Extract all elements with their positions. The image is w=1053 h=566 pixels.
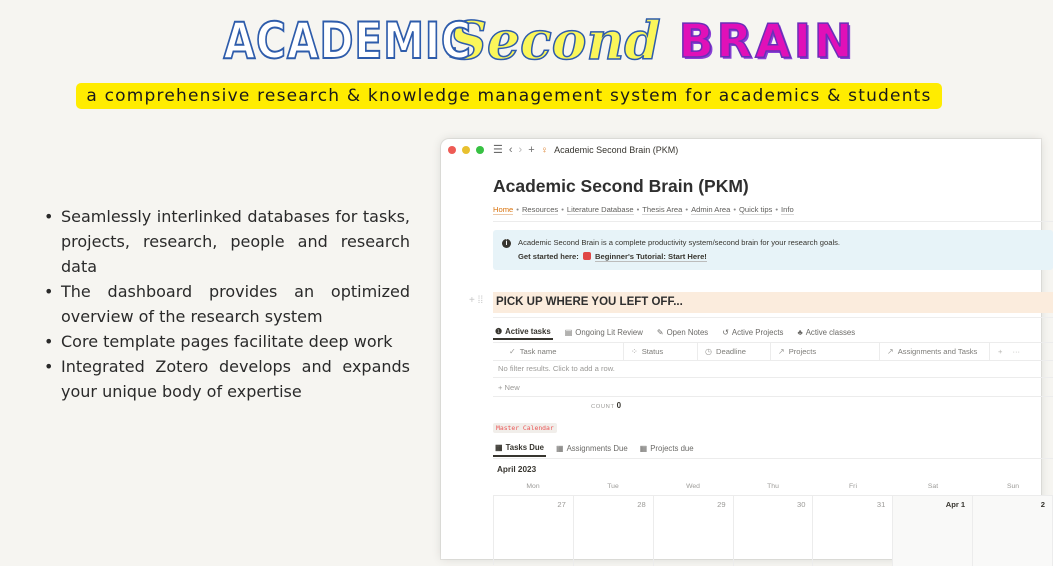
link-literature-database[interactable]: Literature Database	[566, 205, 634, 214]
title-academic: ACADEMIC	[223, 12, 472, 70]
relation-arrow-icon: ↗	[778, 347, 785, 356]
book-icon: ▤	[564, 327, 573, 337]
tab-active-projects[interactable]: ↺ Active Projects	[722, 327, 784, 337]
feature-item: • Core template pages facilitate deep work	[40, 329, 410, 354]
feature-item: • The dashboard provides an optimized overview of the research system	[40, 279, 410, 329]
beginner-tutorial-link[interactable]: Beginner's Tutorial: Start Here!	[595, 252, 707, 261]
add-icon[interactable]: +	[528, 143, 535, 156]
banner-subtitle: a comprehensive research & knowledge management system for academics & students	[76, 83, 942, 109]
divider	[493, 221, 1053, 222]
info-icon: i	[502, 239, 511, 248]
minimize-window-button[interactable]	[462, 146, 470, 154]
more-options-button[interactable]: ···	[1012, 347, 1021, 356]
tutorial-page-icon	[583, 252, 591, 260]
info-callout: i Academic Second Brain is a complete productivity system/second brain for your research goals. Get started here: Beginner's Tutorial: Start Here!	[493, 230, 1053, 270]
title-second: Second	[449, 10, 661, 72]
calendar-icon: ▦	[639, 444, 648, 453]
tab-open-notes[interactable]: ✎ Open Notes	[656, 327, 709, 337]
check-circle-icon: ✓	[509, 347, 516, 356]
column-projects[interactable]: ↗ Projects	[771, 343, 880, 360]
calendar-month: April 2023	[497, 465, 537, 474]
database-view-tabs	[493, 324, 857, 340]
tab-ongoing-lit-review[interactable]: ▤ Ongoing Lit Review	[564, 327, 643, 337]
window-titlebar	[441, 139, 1041, 161]
link-info[interactable]: Info	[781, 205, 794, 214]
calendar-day[interactable]: 29	[654, 496, 734, 566]
tab-active-tasks[interactable]: ❶ Active tasks	[493, 324, 553, 340]
tab-assignments-due[interactable]: ▦ Assignments Due	[556, 444, 628, 453]
forward-icon[interactable]: ›	[518, 143, 523, 156]
title-brain: BRAIN	[678, 14, 856, 68]
section-heading: PICK UP WHERE YOU LEFT OFF...	[493, 292, 1053, 313]
divider	[493, 396, 1053, 397]
link-resources[interactable]: Resources	[521, 205, 559, 214]
back-icon[interactable]: ‹	[508, 143, 513, 156]
column-assignments-and-tasks[interactable]: ↗ Assignments and Tasks	[880, 343, 990, 360]
table-header	[493, 343, 1053, 361]
menu-icon[interactable]: ☰	[493, 143, 503, 156]
calendar-day[interactable]: 28	[574, 496, 654, 566]
page-brain-icon: ♀	[540, 144, 549, 156]
link-thesis-area[interactable]: Thesis Area	[642, 205, 683, 214]
block-drag-handle[interactable]: + ⁞⁞	[469, 295, 484, 306]
feature-list	[40, 204, 410, 404]
calendar-weekdays: Mon Tue Wed Thu Fri Sat Sun	[526, 483, 1020, 490]
relation-arrow-icon: ↗	[887, 347, 894, 356]
calendar-day[interactable]: 30	[734, 496, 814, 566]
close-window-button[interactable]	[448, 146, 456, 154]
calendar-day[interactable]: 27	[494, 496, 574, 566]
calendar-view-tabs	[493, 440, 696, 457]
feature-item: • Integrated Zotero develops and expands your unique body of expertise	[40, 354, 410, 404]
tab-active-classes[interactable]: ♣ Active classes	[797, 327, 856, 337]
column-deadline[interactable]: ◷ Deadline	[698, 343, 771, 360]
banner-title	[0, 6, 1024, 76]
link-quick-tips[interactable]: Quick tips	[739, 205, 773, 214]
column-task-name[interactable]: ✓ Task name	[493, 343, 624, 360]
empty-table-message[interactable]: No filter results. Click to add a row.	[498, 364, 615, 373]
tab-tasks-due[interactable]: ▦ Tasks Due	[493, 440, 546, 457]
row-count[interactable]: COUNT 0	[591, 401, 622, 410]
calendar-day[interactable]: Apr 1	[893, 496, 973, 566]
window-page-name[interactable]: Academic Second Brain (PKM)	[554, 145, 679, 155]
new-row-button[interactable]: + New	[498, 383, 520, 392]
breadcrumb-links: Home • Resources • Literature Database • Thesis Area • Admin Area • Quick tips • Info	[493, 205, 794, 214]
calendar-day[interactable]: 31	[813, 496, 893, 566]
master-calendar-label: Master Calendar	[493, 423, 557, 433]
divider	[493, 458, 1053, 459]
page-title: Academic Second Brain (PKM)	[493, 176, 749, 196]
link-home[interactable]: Home	[493, 205, 514, 214]
add-column-button[interactable]: +	[998, 347, 1003, 356]
status-icon: ⁘	[631, 347, 638, 356]
alert-icon: ❶	[495, 326, 503, 336]
divider	[493, 377, 1053, 378]
calendar-grid	[493, 495, 1053, 565]
calendar-icon: ▦	[556, 444, 564, 453]
history-icon: ↺	[722, 327, 729, 337]
maximize-window-button[interactable]	[476, 146, 484, 154]
app-window	[441, 139, 1046, 559]
calendar-icon: ▦	[495, 443, 503, 452]
link-admin-area[interactable]: Admin Area	[691, 205, 731, 214]
clock-icon: ◷	[705, 347, 712, 356]
pen-icon: ✎	[656, 327, 664, 337]
tab-projects-due[interactable]: ▦ Projects due	[639, 444, 694, 453]
calendar-day[interactable]: 2	[973, 496, 1053, 566]
column-status[interactable]: ⁘ Status	[624, 343, 698, 360]
divider	[493, 317, 1053, 318]
feature-item: • Seamlessly interlinked databases for tasks, projects, research, people and research data	[40, 204, 410, 279]
classes-icon: ♣	[797, 327, 803, 337]
